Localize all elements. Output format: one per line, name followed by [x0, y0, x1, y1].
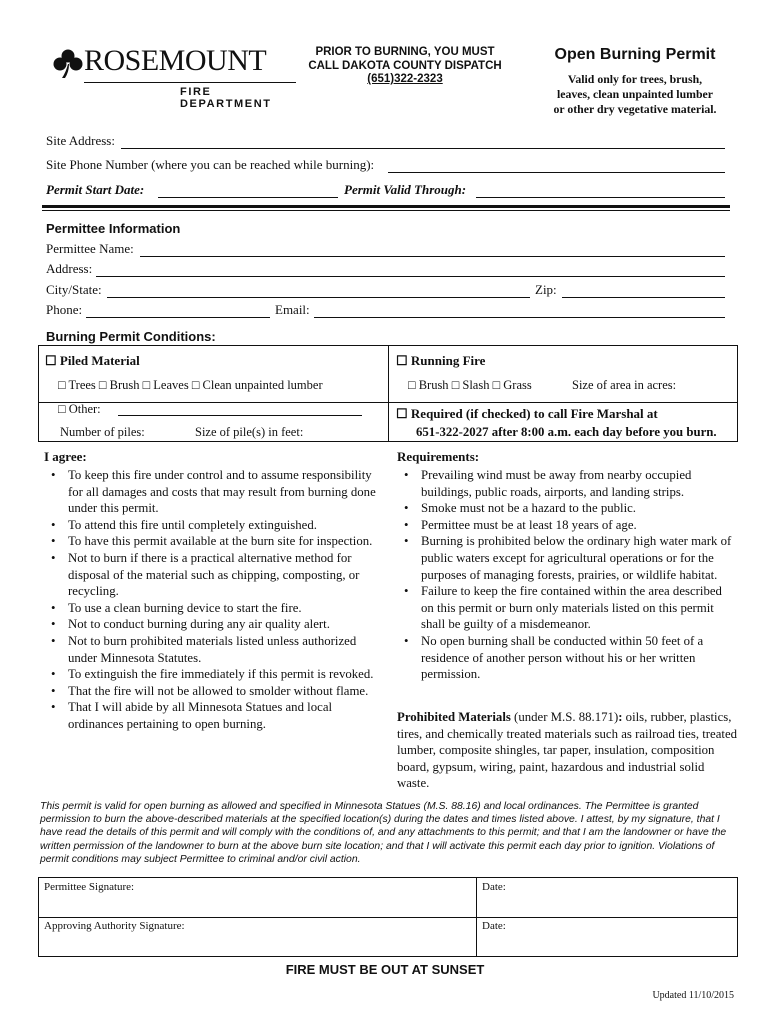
divider-thick [42, 205, 730, 208]
option-slash: Slash [462, 378, 490, 392]
checkbox-icon[interactable]: □ [58, 402, 66, 416]
conditions-divider-v [388, 345, 389, 442]
permittee-heading: Permittee Information [46, 221, 181, 236]
valid-materials-note [535, 72, 735, 117]
sunset-notice: FIRE MUST BE OUT AT SUNSET [285, 962, 485, 977]
other-field[interactable] [118, 415, 362, 416]
zip-field[interactable] [562, 297, 725, 298]
email-label: Email: [275, 302, 310, 317]
checkbox-icon[interactable]: □ [408, 378, 416, 392]
list-item: • Burning is prohibited below the ordinary high water mark of public waters except for agricultural operations or for the purposes of managing forests, prairies, or wildlife habitat. [397, 533, 737, 583]
dispatch-phone: (651)322-2323 [367, 73, 443, 85]
email-field[interactable] [314, 317, 725, 318]
phone-field[interactable] [86, 317, 270, 318]
list-item: • To have this permit available at the burn site for inspection. [44, 533, 388, 550]
site-address-row [46, 133, 115, 149]
prohibited-ref: (under M.S. 88.171) [510, 710, 619, 724]
list-item: • To extinguish the fire immediately if this permit is revoked. [44, 666, 388, 683]
list-item: • Not to burn if there is a practical alternative method for disposal of the material such as chipping, composting, or recycling. [44, 550, 388, 600]
option-leaves: Leaves [153, 378, 189, 392]
list-item: • That the fire will not be allowed to smolder without flame. [44, 683, 388, 700]
option-brush: Brush [109, 378, 140, 392]
prohibited-materials [397, 709, 739, 792]
option-brush-running: Brush [418, 378, 449, 392]
checkbox-icon[interactable]: ☐ [396, 353, 408, 368]
area-size-label: Size of area in acres: [572, 378, 677, 392]
list-item: • Failure to keep the fire contained within the area described on this permit or burn only materials listed on this permit shall be guilty of a misdemeanor. [397, 583, 737, 633]
option-lumber: Clean unpainted lumber [202, 378, 323, 392]
prohibited-heading: Prohibited Materials [397, 710, 511, 724]
logo-text: ROSEMOUNT [84, 44, 267, 77]
logo [50, 44, 300, 110]
agree-heading: I agree: [44, 449, 87, 464]
requirements-list [397, 467, 737, 683]
permit-dates-row [46, 182, 144, 198]
trefoil-icon [52, 48, 84, 80]
list-item: • Not to conduct burning during any air quality alert. [44, 616, 388, 633]
conditions-divider-h [38, 402, 738, 403]
date-label: Date: [482, 881, 506, 893]
checkbox-icon[interactable]: □ [98, 378, 107, 392]
checkbox-icon[interactable]: □ [58, 378, 66, 392]
running-fire-option[interactable] [396, 353, 485, 369]
citystate-label: City/State: [46, 282, 102, 297]
dispatch-notice [305, 46, 505, 87]
piled-material-option[interactable] [45, 353, 140, 369]
site-phone-row [46, 157, 374, 173]
option-trees: Trees [68, 378, 96, 392]
checkbox-icon[interactable]: □ [451, 378, 460, 392]
permit-start-label: Permit Start Date: [46, 182, 145, 197]
zip-label: Zip: [535, 282, 557, 297]
site-address-field[interactable] [121, 148, 725, 149]
dispatch-line-1: PRIOR TO BURNING, YOU MUST [315, 46, 495, 58]
running-fire-label: Running Fire [410, 353, 486, 368]
valid-line-2: leaves, clean unpainted lumber [557, 87, 713, 101]
permittee-signature-field[interactable] [44, 881, 134, 893]
piled-material-label: Piled Material [59, 353, 140, 368]
list-item: • No open burning shall be conducted within 50 feet of a residence of another person without his or her written permission. [397, 633, 737, 683]
valid-line-1: Valid only for trees, brush, [567, 72, 703, 86]
list-item: • Smoke must not be a hazard to the public. [397, 500, 737, 517]
number-of-piles-label: Number of piles: [60, 425, 145, 439]
requirements-heading: Requirements: [397, 449, 480, 464]
agree-list [44, 467, 388, 733]
divider-thin [42, 210, 730, 211]
permit-valid-label: Permit Valid Through: [344, 182, 467, 197]
other-option [58, 402, 101, 417]
permittee-address-label: Address: [46, 261, 93, 276]
permittee-date-field[interactable] [482, 881, 506, 893]
permittee-name-label: Permittee Name: [46, 241, 134, 256]
list-item: • To keep this fire under control and to assume responsibility for all damages and costs that may result from burning done under this permit. [44, 467, 388, 517]
logo-subtitle: FIRE DEPARTMENT [180, 86, 272, 110]
site-phone-field[interactable] [388, 172, 725, 173]
authority-date-field[interactable] [482, 920, 506, 932]
required-label: Required (if checked) to call Fire Marshal at [410, 406, 658, 421]
checkbox-icon[interactable]: □ [142, 378, 151, 392]
required-line-2: 651-322-2027 after 8:00 a.m. each day before you burn. [416, 425, 717, 439]
permittee-name-field[interactable] [140, 256, 725, 257]
updated-date: Updated 11/10/2015 [652, 990, 734, 1001]
date-label: Date: [482, 920, 506, 932]
valid-line-3: or other dry vegetative material. [553, 102, 717, 116]
list-item: • To attend this fire until completely extinguished. [44, 517, 388, 534]
permit-statement: This permit is valid for open burning as allowed and specified in Minnesota Statues (M.S. 88.16) and local ordinances. The Permittee is granted permission to burn the above-described materials at the specified location(s) during the dates and times listed above. I attest, by my signature, that I have read the details of this permit and will comply with the conditions of, and any attachments to this permit; and that I am the landowner or have the written permission of the landowner to burn at the above burn site location; and that I will activate this permit each day prior to ignition. Violations of permit conditions may subject Permittee to criminal and/or civil action. [40, 801, 727, 865]
conditions-heading: Burning Permit Conditions: [46, 329, 216, 344]
checkbox-icon[interactable]: □ [191, 378, 200, 392]
prohibited-text: oils, rubber, plastics, tires, and chemically treated materials such as railroad ties, treated lumber, composite shingles, tar paper, insulation, composition board, gypsum, wiring, paint, hazardous and industrial solid waste. [397, 710, 738, 791]
dispatch-line-2: CALL DAKOTA COUNTY DISPATCH [308, 59, 502, 72]
pile-size-label: Size of pile(s) in feet: [195, 425, 304, 439]
list-item: • Permittee must be at least 18 years of age. [397, 517, 737, 534]
permittee-address-field[interactable] [96, 276, 725, 277]
permit-start-field[interactable] [158, 197, 338, 198]
checkbox-icon[interactable]: ☐ [45, 353, 57, 368]
prohibited-colon: : [618, 710, 623, 724]
permit-title: Open Burning Permit [554, 46, 716, 63]
piled-options [58, 378, 323, 393]
site-address-label: Site Address: [46, 133, 115, 148]
other-label: Other: [68, 402, 101, 416]
permit-valid-field[interactable] [476, 197, 725, 198]
checkbox-icon[interactable]: □ [492, 378, 501, 392]
site-phone-label: Site Phone Number (where you can be reached while burning): [46, 157, 375, 172]
required-option[interactable] [396, 406, 658, 422]
phone-label: Phone: [46, 302, 83, 317]
list-item: • To use a clean burning device to start the fire. [44, 600, 388, 617]
list-item: • That I will abide by all Minnesota Statues and local ordinances pertaining to open burning. [44, 699, 388, 732]
checkbox-icon[interactable]: ☐ [396, 406, 408, 421]
citystate-field[interactable] [107, 297, 530, 298]
authority-signature-field[interactable] [44, 920, 185, 932]
list-item: • Prevailing wind must be away from nearby occupied buildings, public roads, airports, and landing strips. [397, 467, 737, 500]
permittee-signature-label: Permittee Signature: [44, 881, 135, 893]
running-options [408, 378, 532, 393]
option-grass: Grass [503, 378, 532, 392]
authority-signature-label: Approving Authority Signature: [44, 920, 185, 932]
list-item: • Not to burn prohibited materials listed unless authorized under Minnesota Statutes. [44, 633, 388, 666]
